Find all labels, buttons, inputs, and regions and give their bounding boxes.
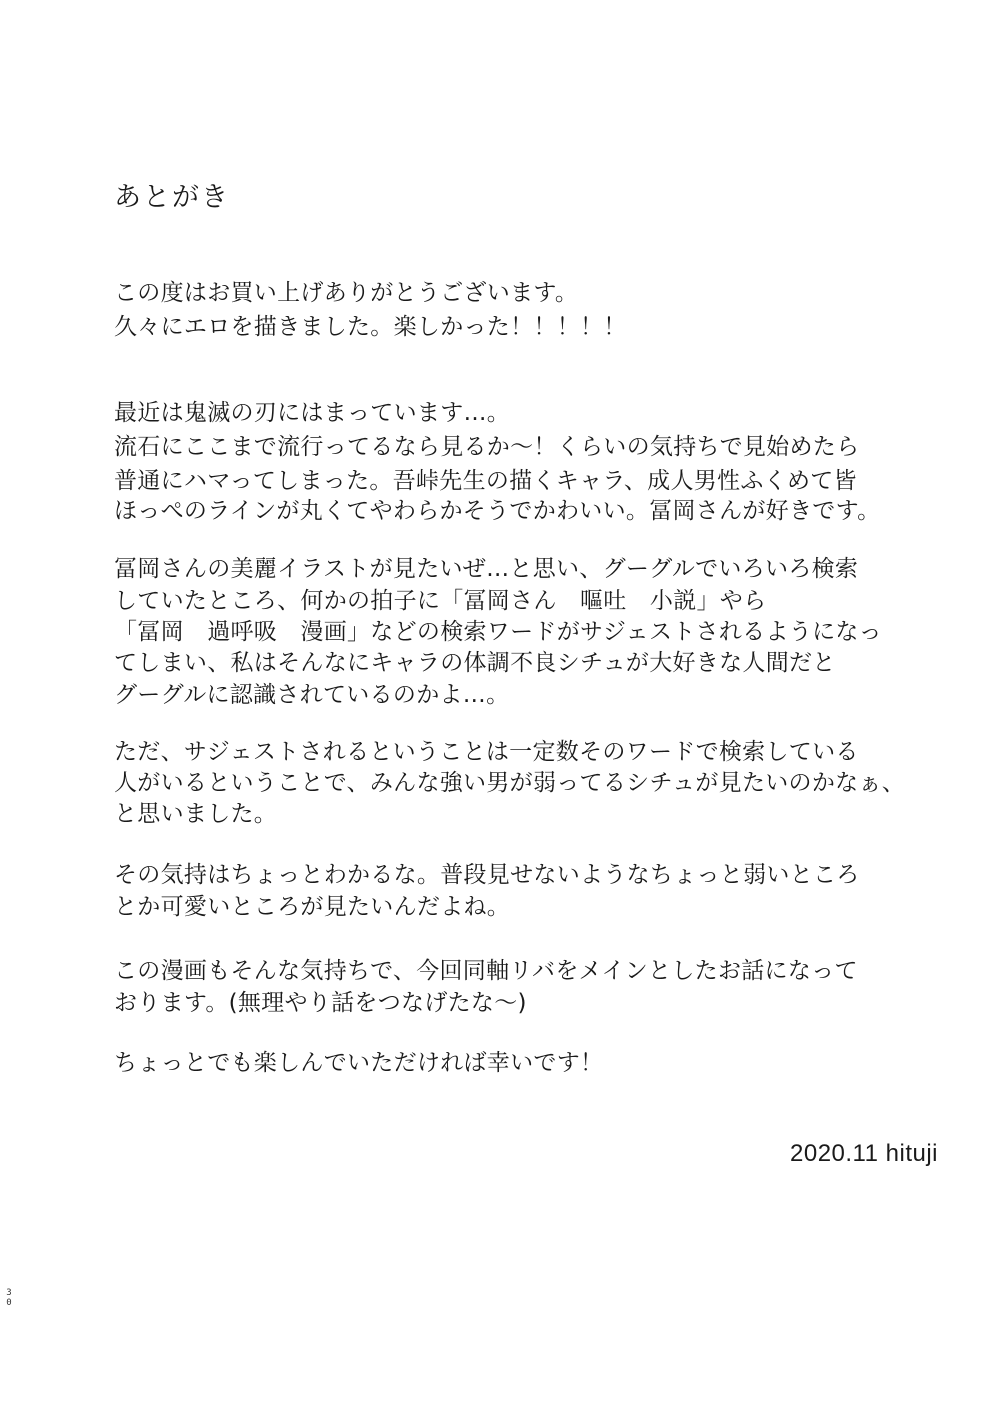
body-line: ちょっとでも楽しんでいただければ幸いです！ [114, 1050, 604, 1076]
body-line: ほっぺのラインが丸くてやわらかそうでかわいい。冨岡さんが好きです。 [114, 498, 881, 524]
page-number: 30 [6, 1288, 12, 1308]
body-line: ただ、サジェストされるということは一定数そのワードで検索している [114, 739, 859, 765]
signature: 2020.11 hituji [790, 1140, 938, 1167]
body-line: とか可愛いところが見たいんだよね。 [114, 894, 511, 920]
body-line: 流石にここまで流行ってるなら見るか〜！くらいの気持ちで見始めたら [114, 434, 860, 460]
body-line: 「冨岡 過呼吸 漫画」などの検索ワードがサジェストされるようになっ [114, 619, 882, 645]
body-line: その気持はちょっとわかるな。普段見せないようなちょっと弱いところ [114, 862, 860, 888]
body-line: 冨岡さんの美麗イラストが見たいぜ…と思い、グーグルでいろいろ検索 [114, 556, 859, 582]
body-line: 人がいるということで、みんな強い男が弱ってるシチュが見たいのかなぁ、 [114, 770, 906, 796]
body-line: この度はお買い上げありがとうございます。 [114, 280, 579, 306]
page-title: あとがき [114, 182, 230, 213]
body-line: てしまい、私はそんなにキャラの体調不良シチュが大好きな人間だと [114, 650, 836, 676]
body-line: していたところ、何かの拍子に「冨岡さん 嘔吐 小説」やら [114, 588, 767, 614]
body-line: おります。(無理やり話をつなげたな〜) [114, 990, 527, 1016]
body-line: と思いました。 [114, 801, 278, 827]
body-line: 最近は鬼滅の刃にはまっています…。 [114, 400, 511, 426]
body-line: この漫画もそんな気持ちで、今回同軸リバをメインとしたお話になって [114, 958, 858, 984]
body-line: グーグルに認識されているのかよ…。 [114, 682, 510, 708]
body-line: 久々にエロを描きました。楽しかった！！！！！ [114, 314, 627, 340]
body-line: 普通にハマってしまった。吾峠先生の描くキャラ、成人男性ふくめて皆 [114, 468, 857, 494]
